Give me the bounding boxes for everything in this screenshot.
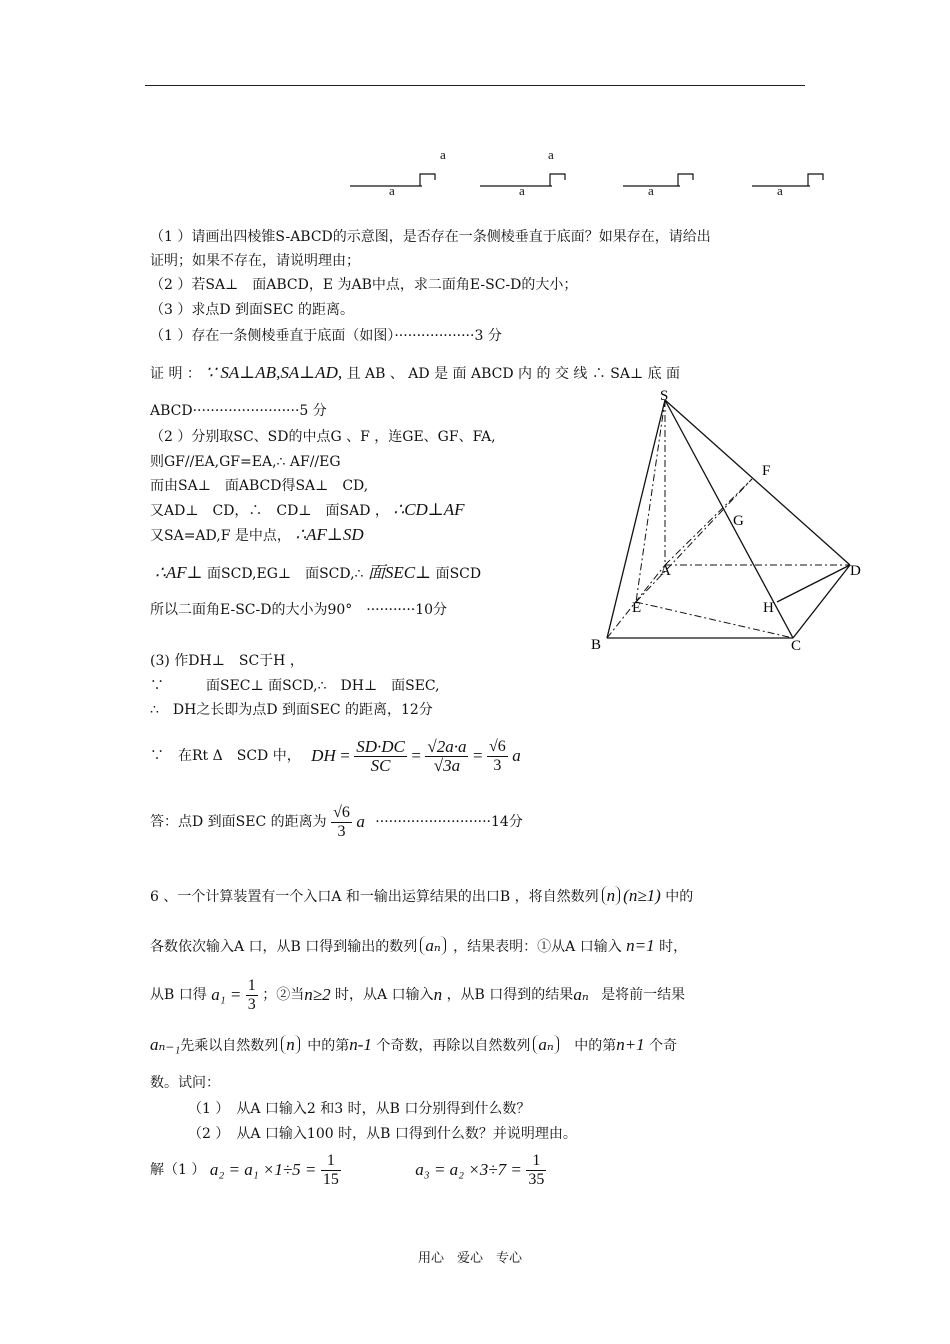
label-S: S: [660, 388, 669, 404]
problem6-line-4-b: 中的第: [307, 1038, 350, 1054]
label-C: C: [791, 638, 802, 654]
answer-2-line-6-text-1: 面SCD,EG⊥ 面SCD,∴: [207, 566, 364, 582]
answer-2-line-6-text-2: 面SCD: [435, 566, 482, 582]
problem6-n-plus-1: n+1: [616, 1035, 645, 1054]
question-1: （1 ）请画出四棱锥S-ABCD的示意图，是否存在一条侧棱垂直于底面？如果存在，请给出: [150, 229, 711, 245]
label-E: E: [632, 600, 642, 616]
problem6-line-1-end: 中的: [665, 889, 694, 905]
answer-2-line-5-text: 又SA=AD,F 是中点，: [150, 528, 291, 544]
answer-2-line-6-math-2: 面SEC⊥: [367, 563, 432, 582]
answer-2-conclusion: 所以二面角E-SC-D的大小为90° ···········10分: [150, 602, 448, 618]
problem6-line-4-d: 中的第: [574, 1038, 617, 1054]
fig-label-a-bottom-2: a: [519, 183, 525, 198]
question-1-cont: 证明；如果不存在，请说明理由；: [150, 253, 360, 269]
problem6-line-3-d: ，从B 口得到的结果: [446, 987, 574, 1003]
solution-a2-fraction: [321, 1152, 341, 1189]
formula-fraction-3: [487, 738, 508, 775]
label-A: A: [660, 563, 671, 579]
answer-3-line-3: ∴ DH之长即为点D 到面SEC 的距离，12分: [150, 702, 433, 718]
answer-3-formula: [150, 736, 521, 776]
problem6-n-ge-2: n≥2: [304, 985, 331, 1004]
set-an-2: aₙ: [533, 1035, 558, 1054]
final-answer-dots: ··························14分: [375, 814, 523, 830]
label-H: H: [763, 600, 774, 616]
final-answer-denominator: 3: [337, 822, 346, 840]
answer-3-line-1: (3) 作DH⊥ SC于H ，: [150, 653, 304, 669]
final-answer-numerator: √6: [333, 803, 350, 821]
problem6-line-3-text: 从B 口得: [150, 987, 207, 1003]
problem6-question-1: （1 ） 从A 口输入2 和3 时，从B 口分别得到什么数？: [188, 1101, 531, 1117]
question-3: （3 ）求点D 到面SEC 的距离。: [150, 302, 355, 318]
proof-prefix: 证 明 ：: [150, 366, 201, 382]
label-F: F: [762, 463, 771, 479]
solution-a3: a₃ = a₂ ×3÷7 =: [415, 1160, 522, 1179]
answer-1: （1 ）存在一条侧棱垂直于底面（如图）··················3 分: [150, 328, 502, 344]
answer-2-line-1: （2 ）分别取SC、SD的中点G 、F ，连GE、GF、FA,: [150, 429, 496, 445]
answer-2-line-4: [150, 501, 465, 520]
problem6-line-4: [150, 1035, 677, 1056]
solution-prefix: 解（1 ）: [150, 1162, 206, 1178]
answer-2-line-6-math-1: ∴AF⊥: [155, 563, 203, 582]
a2-numerator: 1: [321, 1152, 341, 1171]
problem6-solution: [150, 1150, 546, 1190]
problem6-question-2: （2 ） 从A 口输入100 时，从B 口得到什么数？并说明理由。: [188, 1126, 577, 1142]
problem6-line-2-mid: ，结果表明：①从A 口输入: [453, 939, 622, 955]
problem6-line-4-e: 个奇: [649, 1038, 678, 1054]
problem6-an-minus-1: aₙ₋₁: [150, 1035, 181, 1054]
answer-3-line-2: ∵ 面SEC⊥ 面SCD,∴ DH⊥ 面SEC,: [150, 678, 440, 694]
answer-2-line-6: [155, 564, 481, 583]
fig-label-a-bottom-3: a: [648, 183, 654, 198]
problem6-line-4-a: 先乘以自然数列: [180, 1038, 279, 1054]
formula-tail: a: [512, 746, 521, 765]
fig-label-a-bottom-1: a: [389, 183, 395, 198]
label-B: B: [591, 637, 602, 653]
fraction-3-denominator: 3: [493, 756, 502, 774]
proof-math: ∵ SA⊥AB,SA⊥AD,: [205, 363, 343, 382]
problem6-line-3-b: ；②当: [262, 987, 305, 1003]
problem6-line-4-c: 个奇数，再除以自然数列: [376, 1038, 531, 1054]
a2-denominator: 15: [322, 1170, 339, 1188]
set-an-1: aₙ: [420, 936, 445, 955]
fraction-1-numerator: SD·DC: [356, 736, 405, 756]
formula-eq-2: =: [411, 746, 421, 765]
problem6-a1: a₁ =: [211, 985, 242, 1004]
problem6-a1-fraction: [246, 977, 258, 1014]
problem6-an: aₙ: [573, 985, 589, 1004]
label-G: G: [733, 513, 744, 529]
problem6-line-3-c: 时，从A 口输入: [335, 987, 434, 1003]
set-n-2: n: [281, 1035, 300, 1054]
a3-numerator: 1: [526, 1152, 546, 1171]
fig-label-a-top-1: a: [440, 147, 446, 162]
answer-2-line-2: 则GF//EA,GF=EA,∴ AF//EG: [150, 454, 341, 470]
answer-2-line-5: [150, 526, 364, 545]
fraction-2-denominator: √3a: [433, 755, 461, 775]
answer-2-line-4-math: ∴CD⊥AF: [393, 500, 465, 519]
answer-2-line-3: 而由SA⊥ 面ABCD得SA⊥ CD,: [150, 478, 369, 494]
pyramid-diagram: [580, 385, 870, 660]
fig-label-a-bottom-4: a: [777, 183, 783, 198]
final-answer-tail: a: [356, 812, 365, 831]
problem6-condition: (n≥1): [623, 886, 661, 905]
problem6-n-minus-1: n-1: [349, 1035, 372, 1054]
problem6-line-2: [150, 936, 687, 957]
fraction-1-denominator: SC: [370, 755, 391, 775]
proof-suffix: 且 AB 、 AD 是 面 ABCD 内 的 交 线 ∴ SA⊥ 底 面: [346, 366, 681, 382]
fig-label-a-top-2: a: [548, 147, 554, 162]
final-answer-fraction: [331, 804, 352, 841]
formula-text: ∵ 在Rt Δ SCD 中，: [150, 748, 301, 764]
footer: 用心 爱心 专心: [418, 1251, 523, 1266]
header-rule: [145, 85, 805, 86]
solution-a2: a₂ = a₁ ×1÷5 =: [209, 1160, 317, 1179]
answer-2-line-5-math: ∴AF⊥SD: [295, 525, 364, 544]
fraction-3-numerator: √6: [488, 737, 506, 755]
question-2: （2 ）若SA⊥ 面ABCD，E 为AB中点，求二面角E-SC-D的大小；: [150, 277, 578, 293]
formula-fraction-2: [425, 738, 468, 775]
answer-2-line-4-text: 又AD⊥ CD，∴ CD⊥ 面SAD ，: [150, 503, 389, 519]
final-answer: [150, 802, 523, 842]
problem6-n: n: [433, 985, 443, 1004]
problem6-n-eq-1: n=1: [626, 936, 655, 955]
formula-fraction-1: [354, 738, 407, 775]
set-n-1: n: [602, 886, 621, 905]
problem6-line-2-text: 各数依次输入A 口，从B 口得到输出的数列: [150, 939, 418, 955]
label-D: D: [850, 563, 861, 579]
problem6-line-3-e: 是将前一结果: [601, 987, 686, 1003]
formula-eq-3: =: [472, 746, 483, 765]
formula-lhs: DH: [311, 746, 336, 765]
problem6-line-2-end: 时，: [659, 939, 688, 955]
formula-eq-1: =: [340, 746, 350, 765]
proof-line: [150, 364, 680, 383]
proof-end: ABCD························5 分: [150, 403, 327, 419]
final-answer-text: 答：点D 到面SEC 的距离为: [150, 814, 327, 830]
problem6-line-3: [150, 975, 685, 1015]
problem6-line-5: 数。试问：: [150, 1075, 220, 1091]
fraction-2-numerator: √2a·a: [427, 736, 467, 756]
problem6-line-1-text: 6 、一个计算装置有一个入口A 和一输出运算结果的出口B ，将自然数列: [150, 889, 599, 905]
a3-denominator: 35: [528, 1170, 545, 1188]
solution-a3-fraction: [526, 1152, 546, 1189]
a1-numerator: 1: [247, 976, 256, 994]
problem6-line-1: [150, 886, 693, 907]
a1-denominator: 3: [247, 995, 256, 1013]
small-square-figures: [340, 168, 840, 198]
